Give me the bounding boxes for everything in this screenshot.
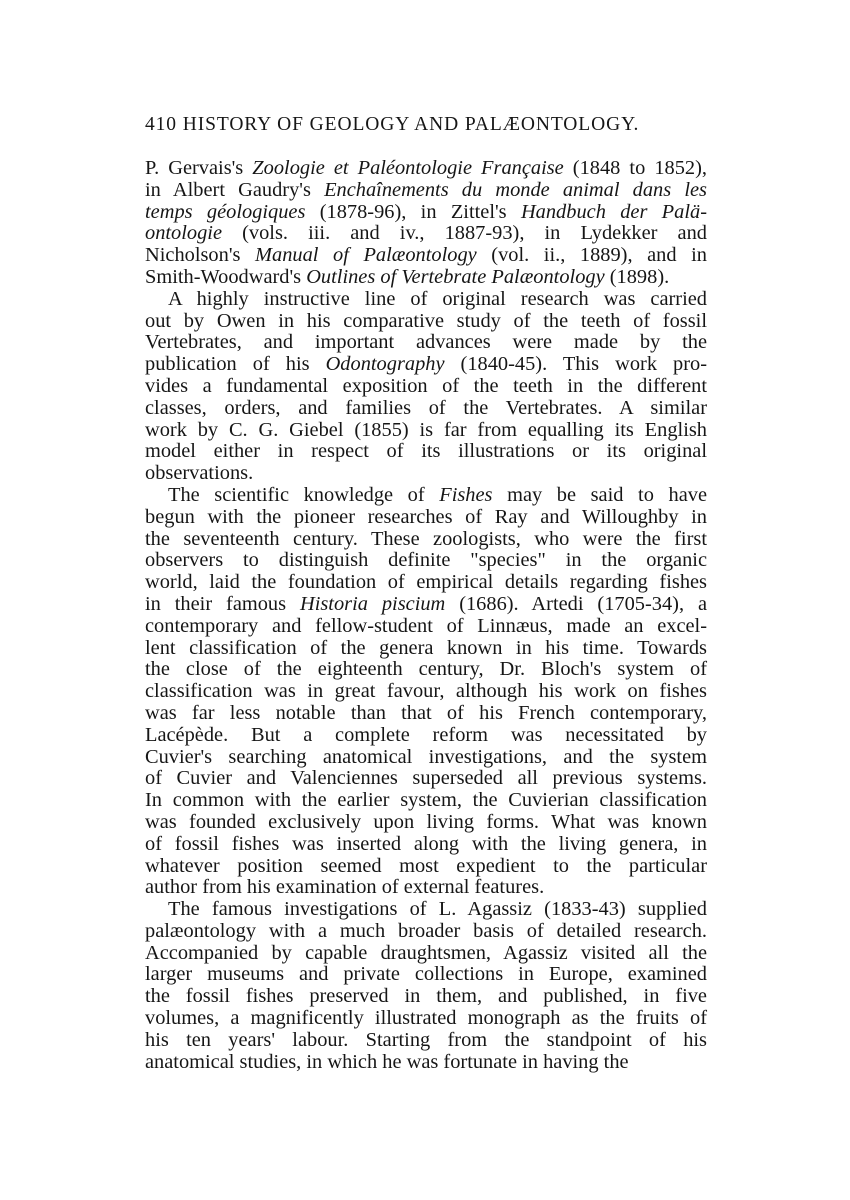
text-line [145, 790, 707, 812]
text-run: volumes, a magnificently illustrated monograph as the fruits of [145, 1007, 707, 1030]
text-line [145, 812, 707, 834]
book-page [145, 112, 707, 1073]
running-header [145, 112, 707, 138]
paragraph [145, 485, 707, 899]
text-run: the seventeenth century. These zoologists, who were the first [145, 527, 707, 550]
text-run: observers to distinguish definite "species" in the organic [145, 549, 707, 572]
text-line [145, 877, 707, 899]
text-line [145, 921, 707, 943]
body-text [145, 158, 707, 1073]
text-run: Nicholson's [145, 244, 256, 267]
text-line [145, 420, 707, 442]
text-run: Cuvier's searching anatomical investigations, and the system [145, 745, 707, 768]
text-line [145, 725, 707, 747]
text-run: his ten years' labour. Starting from the standpoint of his [145, 1028, 707, 1051]
text-line [145, 986, 707, 1008]
text-line [145, 311, 707, 333]
text-line [145, 398, 707, 420]
text-run: The famous investigations of L. Agassiz (1833-43) supplied [168, 898, 707, 921]
paragraph [145, 899, 707, 1073]
text-line [145, 616, 707, 638]
text-run: publication of his [145, 353, 326, 376]
italic-title: Enchaînements du monde animal dans les [324, 178, 707, 201]
text-run: anatomical studies, in which he was fortunate in having the [145, 1050, 629, 1073]
italic-title: Handbuch der Palä- [520, 200, 707, 223]
text-run: In common with the earlier system, the Cuvierian classification [145, 789, 707, 812]
text-line [145, 485, 707, 507]
text-line [145, 943, 707, 965]
text-line [145, 550, 707, 572]
text-run: author from his examination of external features. [145, 876, 545, 899]
italic-title: Odontography [325, 353, 445, 376]
text-line [145, 1052, 707, 1074]
italic-title: Zoologie et Paléontologie Française [252, 157, 564, 179]
text-line [145, 768, 707, 790]
text-run: in their famous [145, 592, 300, 615]
text-line [145, 1030, 707, 1052]
text-line [145, 747, 707, 769]
text-line [145, 158, 707, 180]
text-line [145, 507, 707, 529]
text-line [145, 332, 707, 354]
text-run: was founded exclusively upon living forms. What was known [145, 810, 707, 833]
text-line [145, 529, 707, 551]
italic-title: temps géologiques [145, 200, 306, 223]
italic-title: Fishes [439, 483, 493, 506]
text-run: world, laid the foundation of empirical details regarding fishes [145, 571, 707, 594]
text-run: (1686). Artedi (1705-34), a [445, 592, 708, 615]
text-run: of Cuvier and Valenciennes superseded all previous systems. [145, 767, 707, 790]
text-run: vides a fundamental exposition of the teeth in the different [145, 374, 707, 397]
text-line [145, 289, 707, 311]
text-run: (1878-96), in Zittel's [305, 200, 521, 223]
text-run: in Albert Gaudry's [145, 178, 325, 201]
text-run: (vols. iii. and iv., 1887-93), in Lydekker and [222, 222, 707, 245]
text-run: Lacépède. But a complete reform was necessitated by [145, 723, 707, 746]
text-line [145, 834, 707, 856]
text-run: was far less notable than that of his French contemporary, [145, 701, 707, 724]
text-line [145, 267, 707, 289]
text-line [145, 354, 707, 376]
text-line [145, 441, 707, 463]
text-run: may be said to have [492, 483, 707, 506]
italic-title: Outlines of Vertebrate Palæontology [306, 265, 605, 288]
text-line [145, 245, 707, 267]
text-run: the close of the eighteenth century, Dr. Bloch's system of [145, 658, 707, 681]
text-run: P. Gervais's [145, 157, 253, 179]
text-line [145, 376, 707, 398]
text-line [145, 964, 707, 986]
text-line [145, 1008, 707, 1030]
text-run: classes, orders, and families of the Vertebrates. A similar [145, 396, 707, 419]
text-run: The scientific knowledge of [168, 483, 440, 506]
text-line [145, 681, 707, 703]
text-run: model either in respect of its illustrations or its original [145, 440, 707, 463]
text-line [145, 594, 707, 616]
text-line [145, 202, 707, 224]
text-run: of fossil fishes was inserted along with the living genera, in [145, 832, 707, 855]
text-line [145, 638, 707, 660]
text-line [145, 180, 707, 202]
text-line [145, 899, 707, 921]
text-run: (1848 to 1852), [563, 157, 707, 179]
text-run: palæontology with a much broader basis of detailed research. [145, 919, 707, 942]
text-run: lent classification of the genera known in his time. Towards [145, 636, 707, 659]
italic-title: Manual of Palæontology [255, 244, 477, 267]
text-run: Vertebrates, and important advances were made by the [145, 331, 707, 354]
text-run: the fossil fishes preserved in them, and published, in five [145, 985, 707, 1008]
text-run: larger museums and private collections in Europe, examined [145, 963, 707, 986]
text-run: Smith-Woodward's [145, 265, 307, 288]
running-title: HISTORY OF GEOLOGY AND PALÆONTOLOGY. [182, 114, 640, 135]
page-number: 410 [145, 114, 177, 135]
text-run: contemporary and fellow-student of Linnæus, made an excel- [145, 614, 707, 637]
text-run: begun with the pioneer researches of Ray and Willoughby in [145, 505, 707, 528]
text-run: (1840-45). This work pro- [444, 353, 708, 376]
text-line [145, 659, 707, 681]
paragraph [145, 289, 707, 485]
text-line [145, 572, 707, 594]
text-line [145, 856, 707, 878]
text-run: work by C. G. Giebel (1855) is far from equalling its English [145, 418, 707, 441]
italic-title: Historia piscium [299, 592, 446, 615]
text-run: Accompanied by capable draughtsmen, Agassiz visited all the [145, 941, 707, 964]
text-run: out by Owen in his comparative study of the teeth of fossil [145, 309, 707, 332]
text-run: observations. [145, 462, 254, 485]
italic-title: ontologie [145, 222, 223, 245]
paragraph [145, 158, 707, 289]
text-run: whatever position seemed most expedient to the particular [145, 854, 707, 877]
text-run: classification was in great favour, although his work on fishes [145, 680, 707, 703]
text-line [145, 703, 707, 725]
text-run: A highly instructive line of original research was carried [168, 287, 707, 310]
text-run: (1898). [604, 265, 670, 288]
text-line [145, 463, 707, 485]
text-line [145, 223, 707, 245]
text-run: (vol. ii., 1889), and in [476, 244, 708, 267]
